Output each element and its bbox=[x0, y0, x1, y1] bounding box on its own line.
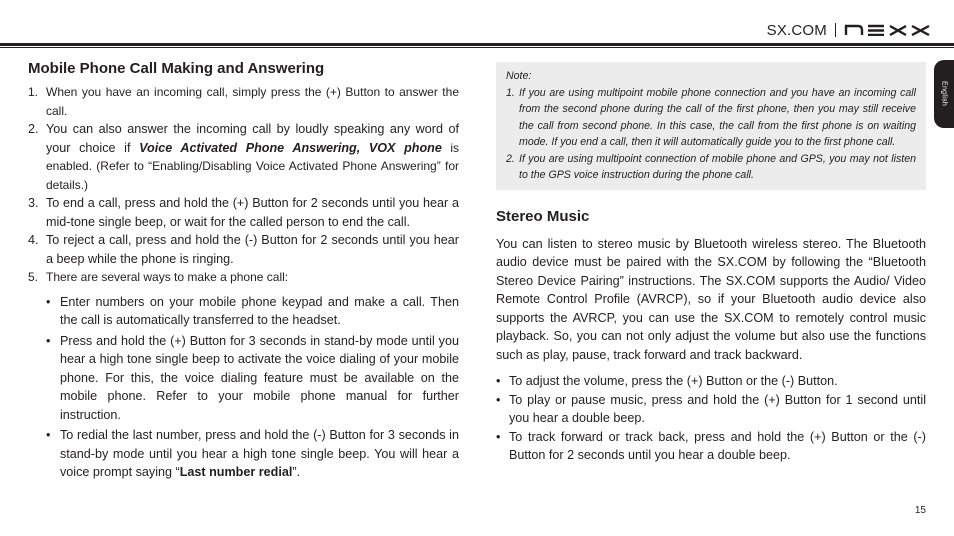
stereo-intro: You can listen to stereo music by Bluetooth wireless stereo. The Bluetooth audio device must be paired with the SX.COM by following the “Bluetooth Stereo Device Pairing” instructions. The SX.COM supports the Audio/ Video Remote Control Profile (AVRCP), so if your Bluetooth audio device also supports the AVRCP, you can use the SX.COM to remotely control music playback. So, you can not only adjust the volume but also use the functions such as play, pause, track forward and track backward. bbox=[496, 236, 926, 362]
bullet-text: Press and hold the (+) Button for 3 seconds in stand-by mode until you hear a high tone single beep to activate the voice dialing of your mobile phone. For this, the voice dialing feature must be available on the mobile phone. Refer to your mobile phone manual for further instruction. bbox=[60, 333, 459, 422]
bullet-glyph: • bbox=[46, 294, 51, 309]
list-item bbox=[28, 194, 459, 231]
list-number: 1. bbox=[28, 85, 39, 99]
list-item bbox=[28, 83, 459, 120]
note-text: If you are using multipoint mobile phone connection and you have an incoming call from the second phone during the call of the first phone, then you may still receive the call from second phone. In this case, the call from the first phone is on waiting mode. If you end a call, then it will automatically guide you to the first phone call. bbox=[519, 86, 916, 148]
left-column bbox=[28, 60, 459, 482]
bullet-text: To adjust the volume, press the (+) Button or the (-) Button. bbox=[509, 374, 838, 388]
list-text: is enabled. (Refer to “Enabling/Disabling Voice Activated Phone Answering” for details.) bbox=[46, 140, 459, 192]
bullet-item bbox=[46, 293, 459, 330]
section-title-calls: Mobile Phone Call Making and Answering bbox=[28, 60, 325, 77]
bullet-item bbox=[46, 332, 459, 425]
note-box bbox=[496, 62, 926, 190]
call-methods-list bbox=[46, 293, 459, 482]
bullet-text: To track forward or track back, press and hold the (+) Button or the (-) Button for 2 seconds until you hear a double beep. bbox=[509, 429, 926, 462]
bullet-glyph: • bbox=[46, 333, 51, 348]
language-tab bbox=[934, 60, 954, 128]
bullet-glyph: • bbox=[46, 428, 51, 442]
bullet-glyph: • bbox=[496, 392, 501, 407]
list-text: There are several ways to make a phone call: bbox=[46, 270, 289, 284]
bullet-text: ”. bbox=[292, 465, 301, 479]
list-text: When you have an incoming call, simply press the (+) Button to answer the call. bbox=[46, 85, 459, 118]
note-list bbox=[506, 85, 916, 184]
note-number: 1. bbox=[506, 86, 515, 99]
bullet-item bbox=[496, 428, 926, 465]
list-number: 2. bbox=[28, 122, 39, 136]
bullet-item bbox=[46, 426, 459, 482]
nexx-logo bbox=[844, 24, 932, 36]
vox-feature-name: Voice Activated Phone Answering, VOX phone bbox=[139, 140, 442, 155]
list-item bbox=[28, 231, 459, 268]
language-label: English bbox=[940, 81, 948, 107]
list-number: 3. bbox=[28, 196, 39, 210]
list-item bbox=[28, 268, 459, 287]
note-title: Note: bbox=[506, 70, 532, 82]
header-rule-thin bbox=[0, 47, 954, 48]
note-number: 2. bbox=[506, 152, 515, 165]
bullet-text: Enter numbers on your mobile phone keypad and make a call. Then the call is automatically transferred to the headset. bbox=[60, 294, 459, 327]
stereo-controls-list bbox=[496, 372, 926, 465]
list-number: 4. bbox=[28, 233, 39, 247]
note-item bbox=[506, 151, 916, 184]
note-text: If you are using multipoint connection of mobile phone and GPS, you may not listen to the GPS voice instruction during the phone call. bbox=[519, 152, 916, 181]
bullet-glyph: • bbox=[496, 429, 501, 444]
model-name: SX.COM bbox=[766, 21, 827, 39]
bullet-text: To play or pause music, press and hold the (+) Button for 1 second until you hear a double beep. bbox=[509, 392, 926, 425]
note-item bbox=[506, 85, 916, 151]
bullet-text: To redial the last number, press and hold the (-) Button for 3 seconds in stand-by mode until you hear a high tone single beep. You will hear a voice prompt saying “ bbox=[60, 428, 459, 479]
list-number: 5. bbox=[28, 270, 39, 284]
bullet-glyph: • bbox=[496, 374, 501, 388]
bullet-item bbox=[496, 372, 926, 391]
brand-header bbox=[767, 20, 932, 40]
brand-divider bbox=[835, 23, 836, 37]
list-text: To end a call, press and hold the (+) Button for 2 seconds until you hear a mid-tone single beep, or wait for the called person to end the call. bbox=[46, 196, 459, 229]
right-column bbox=[496, 62, 926, 465]
header-rule bbox=[0, 43, 954, 46]
page-number: 15 bbox=[914, 505, 926, 516]
section-title-stereo: Stereo Music bbox=[496, 207, 590, 225]
list-text: To reject a call, press and hold the (-) Button for 2 seconds until you hear a beep while the phone is ringing. bbox=[46, 233, 459, 266]
list-text: You can also answer the incoming call by loudly speaking any word of your choice if bbox=[46, 122, 459, 155]
list-item bbox=[28, 120, 459, 194]
voice-prompt-name: Last number redial bbox=[179, 465, 293, 479]
call-steps-list bbox=[28, 83, 459, 287]
bullet-item bbox=[496, 391, 926, 428]
